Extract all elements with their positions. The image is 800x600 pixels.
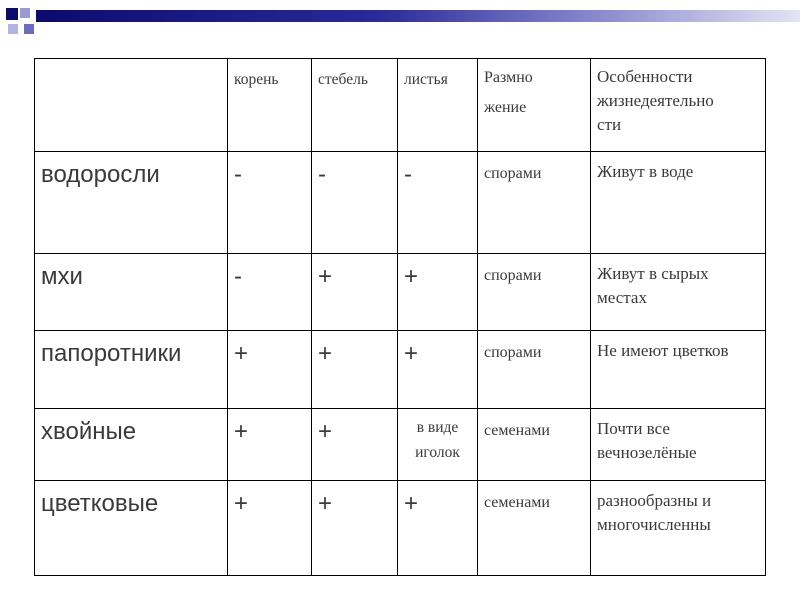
plant-group-name: цветковые — [35, 481, 228, 576]
plant-group-name: папоротники — [35, 331, 228, 409]
stem-cell: + — [312, 409, 398, 481]
corner-square-light — [8, 24, 18, 34]
stem-cell: - — [312, 152, 398, 254]
leaves-cell: - — [398, 152, 478, 254]
stem-cell: + — [312, 481, 398, 576]
corner-square-medium — [24, 24, 34, 34]
features-cell: Почти все вечнозелёные — [591, 409, 766, 481]
root-cell: + — [228, 481, 312, 576]
header-features-line: Особенности — [597, 67, 693, 86]
reproduction-cell: семенами — [478, 409, 591, 481]
leaves-cell: + — [398, 331, 478, 409]
header-features-line: сти — [597, 115, 622, 134]
features-cell: Живут в сырых местах — [591, 254, 766, 331]
plant-group-name: водоросли — [35, 152, 228, 254]
leaves-cell: + — [398, 254, 478, 331]
header-cell-empty — [35, 59, 228, 152]
header-gradient-bar — [36, 10, 800, 22]
table-row — [35, 152, 766, 254]
plants-comparison-table — [34, 58, 766, 576]
reproduction-cell: спорами — [478, 152, 591, 254]
reproduction-cell: спорами — [478, 331, 591, 409]
table-header-row — [35, 59, 766, 152]
table-row — [35, 409, 766, 481]
root-cell: + — [228, 409, 312, 481]
header-reproduction-line: Размно — [484, 69, 533, 86]
features-cell: разнообразны и многочисленны — [591, 481, 766, 576]
table-row — [35, 331, 766, 409]
table-row — [35, 481, 766, 576]
stem-cell: + — [312, 331, 398, 409]
corner-square-light — [20, 8, 30, 18]
root-cell: + — [228, 331, 312, 409]
plant-group-name: мхи — [35, 254, 228, 331]
leaves-cell: + — [398, 481, 478, 576]
header-cell-features — [591, 59, 766, 152]
root-cell: - — [228, 152, 312, 254]
table-row — [35, 254, 766, 331]
header-cell-root: корень — [228, 59, 312, 152]
root-cell: - — [228, 254, 312, 331]
header-cell-reproduction — [478, 59, 591, 152]
corner-square-dark — [6, 8, 18, 20]
header-reproduction-line: жение — [484, 99, 527, 116]
reproduction-cell: спорами — [478, 254, 591, 331]
header-cell-stem: стебель — [312, 59, 398, 152]
features-cell: Не имеют цветков — [591, 331, 766, 409]
plant-group-name: хвойные — [35, 409, 228, 481]
leaves-cell: в виде иголок — [398, 409, 478, 481]
header-features-line: жизнедеятельно — [597, 91, 714, 110]
header-cell-leaves: листья — [398, 59, 478, 152]
reproduction-cell: семенами — [478, 481, 591, 576]
features-cell: Живут в воде — [591, 152, 766, 254]
stem-cell: + — [312, 254, 398, 331]
